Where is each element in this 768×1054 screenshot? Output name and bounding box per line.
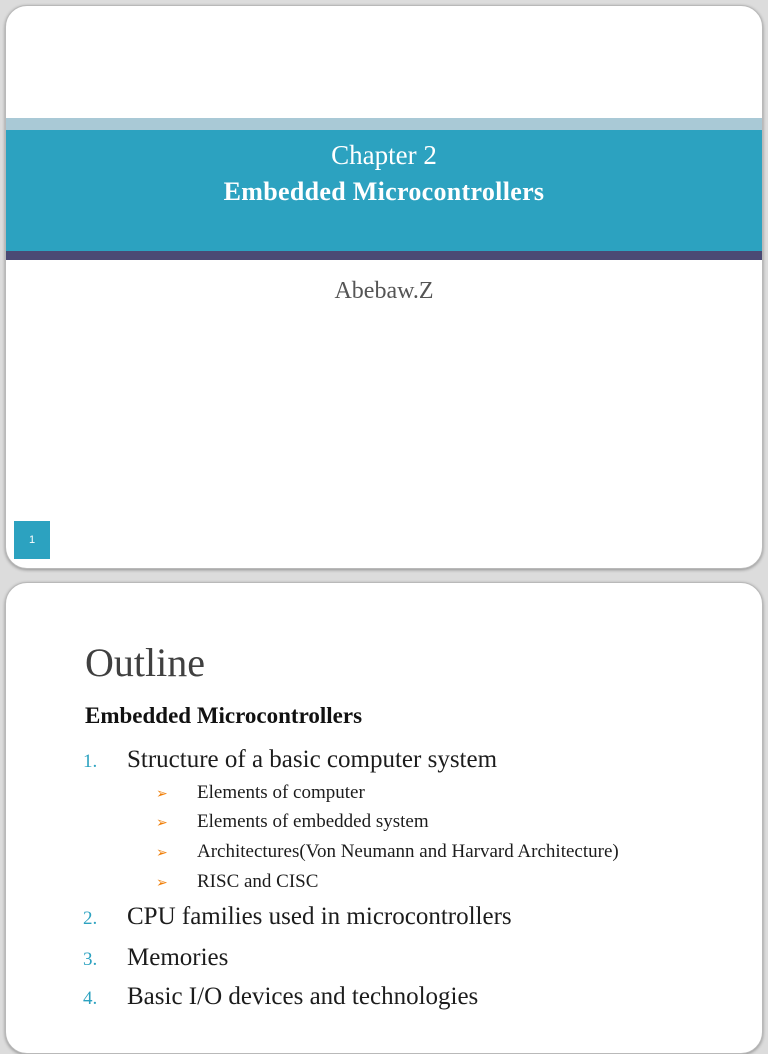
list-number: 1. (83, 751, 98, 772)
outline-subtitle: Embedded Microcontrollers (85, 703, 363, 728)
slide-title (6, 130, 762, 211)
sub-list-item (156, 839, 619, 867)
list-item (83, 901, 512, 935)
list-number: 3. (83, 949, 98, 970)
slide-2 (5, 582, 763, 1054)
list-text: Basic I/O devices and technologies (127, 983, 479, 1010)
arrow-bullet-icon: ➢ (156, 787, 168, 802)
arrow-bullet-icon: ➢ (156, 846, 168, 861)
sub-list-item (156, 869, 318, 897)
sub-list-text: Elements of computer (197, 782, 365, 803)
chapter-title: Embedded Microcontrollers (223, 177, 545, 206)
sub-list-text: Elements of embedded system (197, 811, 429, 832)
list-item (83, 942, 228, 976)
sub-list-text: Architectures(Von Neumann and Harvard Architecture) (197, 841, 619, 862)
arrow-bullet-icon: ➢ (156, 876, 168, 891)
sub-list-item (156, 809, 429, 837)
sub-list-text: RISC and CISC (197, 871, 319, 892)
outline-title: Outline (85, 640, 205, 685)
arrow-bullet-icon: ➢ (156, 816, 168, 831)
list-text: CPU families used in microcontrollers (127, 903, 512, 930)
list-text: Memories (127, 944, 229, 971)
list-item (83, 744, 497, 778)
list-item (83, 981, 478, 1015)
slide-1 (5, 5, 763, 569)
author-name: Abebaw.Z (334, 278, 434, 304)
list-text: Structure of a basic computer system (127, 746, 498, 773)
title-band-top (6, 118, 762, 130)
page-number: 1 (28, 534, 36, 546)
list-number: 2. (83, 908, 98, 929)
page-number-badge (14, 521, 50, 559)
sub-list-item (156, 780, 365, 808)
title-band-bottom (6, 251, 762, 260)
chapter-label: Chapter 2 (331, 140, 437, 170)
list-number: 4. (83, 988, 98, 1009)
